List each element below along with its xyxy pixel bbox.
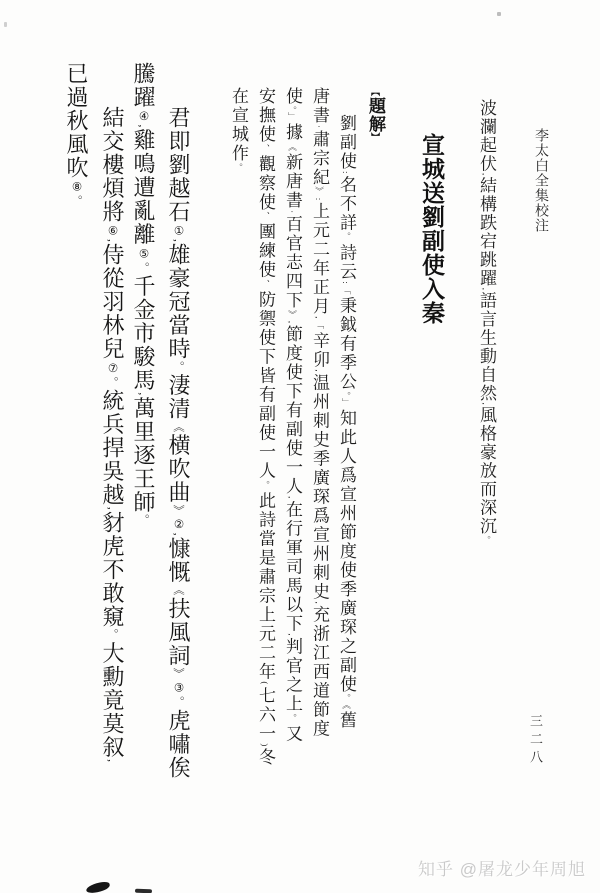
poem-text-column: 已過秋風吹⑧。 [64,62,89,208]
page-number: 三二八 [528,714,543,768]
watermark: 知乎 @屠龙少年周旭 [418,860,586,879]
ink-smudge [85,881,110,893]
commentary-intro-column: 波瀾起伏,結構跌宕跳躍,語言生動自然,風格豪放而深沉。 [477,99,496,546]
poem-text-column: 騰躍④,雞鳴遭亂離⑤。千金市駿馬,萬里逐王師。 [131,62,156,528]
tijie-section-header: 【題解】 [366,87,385,143]
tijie-text-column: 唐書·肅宗紀》:上元二年正月,「辛卯,温州刺史季廣琛爲宣州刺史,充浙江西道節度 [310,87,329,739]
running-head: 李太白全集校注 [533,128,548,233]
tijie-text-column: 使。」據《新唐書·百官志四下》,節度使下有副使一人,在行軍司馬以下,判官之上。又 [283,87,302,744]
scan-speck [4,22,7,27]
tijie-text-column: 安撫使、觀察使、團練使、防禦使下皆有副使一人。此詩當是肅宗上元二年(七六一)冬 [256,87,275,768]
tijie-text-column: 劉副使:名不詳。詩云:「秉鉞有季公。」知此人爲宣州節度使季廣琛之副使。《舊 [337,114,356,731]
ink-smudge [135,889,152,893]
tijie-text-column: 在宣城作。 [229,87,248,174]
poem-title: 宣城送劉副使入秦 [419,133,444,325]
scan-speck [497,12,501,16]
poem-text-column: 君即劉越石①,雄豪冠當時。淒清《横吹曲》②,慷慨《扶風詞》③。虎嘯俟 [166,106,191,780]
poem-text-column: 結交樓煩將⑥,侍從羽林兒⑦。統兵捍吳越,豺虎不敢窺。大勳竟莫叙, [100,106,125,764]
